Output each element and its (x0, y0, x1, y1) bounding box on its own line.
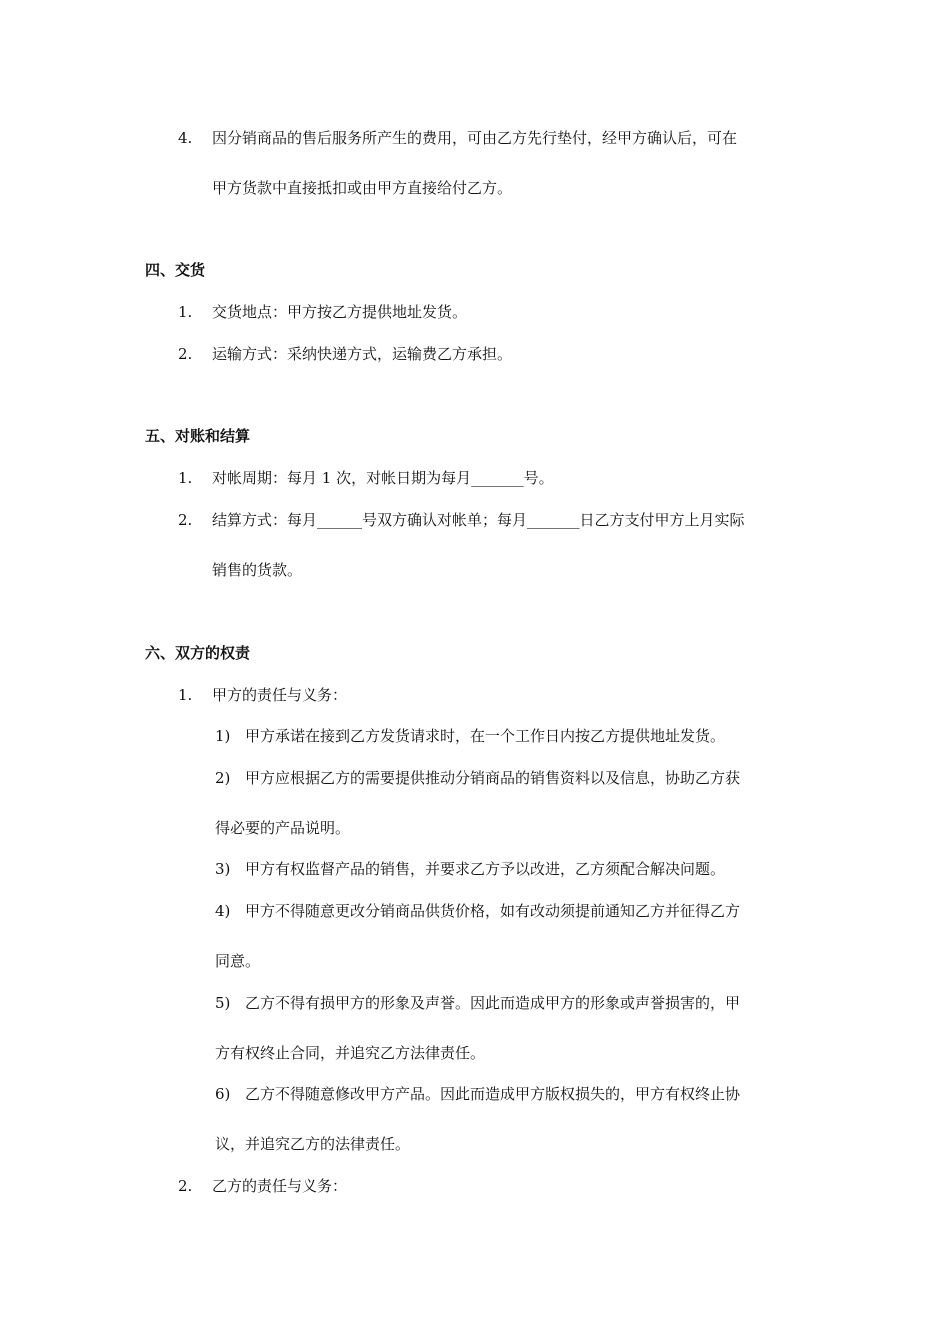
sub-list-text: 方有权终止合同，并追究乙方法律责任。 (215, 1044, 486, 1062)
sub-list-text: 甲方承诺在接到乙方发货请求时，在一个工作日内按乙方提供地址发货。 (245, 727, 726, 745)
list-item-text: 交货地点：甲方按乙方提供地址发货。 (212, 303, 468, 321)
sub-list-text: 乙方不得随意修改甲方产品。因此而造成甲方版权损失的，甲方有权终止协 (245, 1085, 741, 1103)
sub-list-text: 甲方应根据乙方的需要提供推动分销商品的销售资料以及信息，协助乙方获 (245, 769, 741, 787)
sub-list-number: 4) (215, 902, 231, 920)
section-heading: 四、交货 (145, 261, 206, 279)
sub-list-text: 议，并追究乙方的法律责任。 (215, 1135, 411, 1153)
paragraph-line: 甲方货款中直接抵扣或由甲方直接给付乙方。 (212, 179, 513, 197)
list-item-text: 运输方式：采纳快递方式，运输费乙方承担。 (212, 345, 513, 363)
list-number: 1. (178, 686, 193, 704)
list-number: 2. (178, 511, 193, 529)
section-heading: 五、对账和结算 (145, 427, 251, 445)
list-number: 2. (178, 1177, 193, 1195)
sub-list-number: 3) (215, 860, 231, 878)
list-item-text: 对帐周期：每月 1 次，对帐日期为每月_______号。 (212, 469, 554, 487)
sub-list-number: 2) (215, 769, 231, 787)
list-item-text: 结算方式：每月______号双方确认对帐单；每月_______日乙方支付甲方上月实际 (212, 511, 745, 529)
list-number: 4. (178, 129, 193, 147)
list-item-text: 销售的货款。 (212, 561, 303, 579)
sub-list-number: 6) (215, 1085, 231, 1103)
sub-list-text: 同意。 (215, 952, 261, 970)
list-number: 2. (178, 345, 193, 363)
list-item-text: 甲方的责任与义务： (212, 686, 348, 704)
sub-list-text: 得必要的产品说明。 (215, 819, 351, 837)
list-number: 1. (178, 469, 193, 487)
list-number: 1. (178, 303, 193, 321)
sub-list-text: 甲方有权监督产品的销售，并要求乙方予以改进，乙方须配合解决问题。 (245, 860, 726, 878)
paragraph-line: 因分销商品的售后服务所产生的费用，可由乙方先行垫付，经甲方确认后，可在 (212, 129, 738, 147)
section-heading: 六、双方的权责 (145, 644, 251, 662)
list-item-text: 乙方的责任与义务： (212, 1177, 348, 1195)
sub-list-text: 乙方不得有损甲方的形象及声誉。因此而造成甲方的形象或声誉损害的，甲 (245, 994, 741, 1012)
sub-list-number: 5) (215, 994, 231, 1012)
sub-list-number: 1) (215, 727, 231, 745)
sub-list-text: 甲方不得随意更改分销商品供货价格，如有改动须提前通知乙方并征得乙方 (245, 902, 741, 920)
